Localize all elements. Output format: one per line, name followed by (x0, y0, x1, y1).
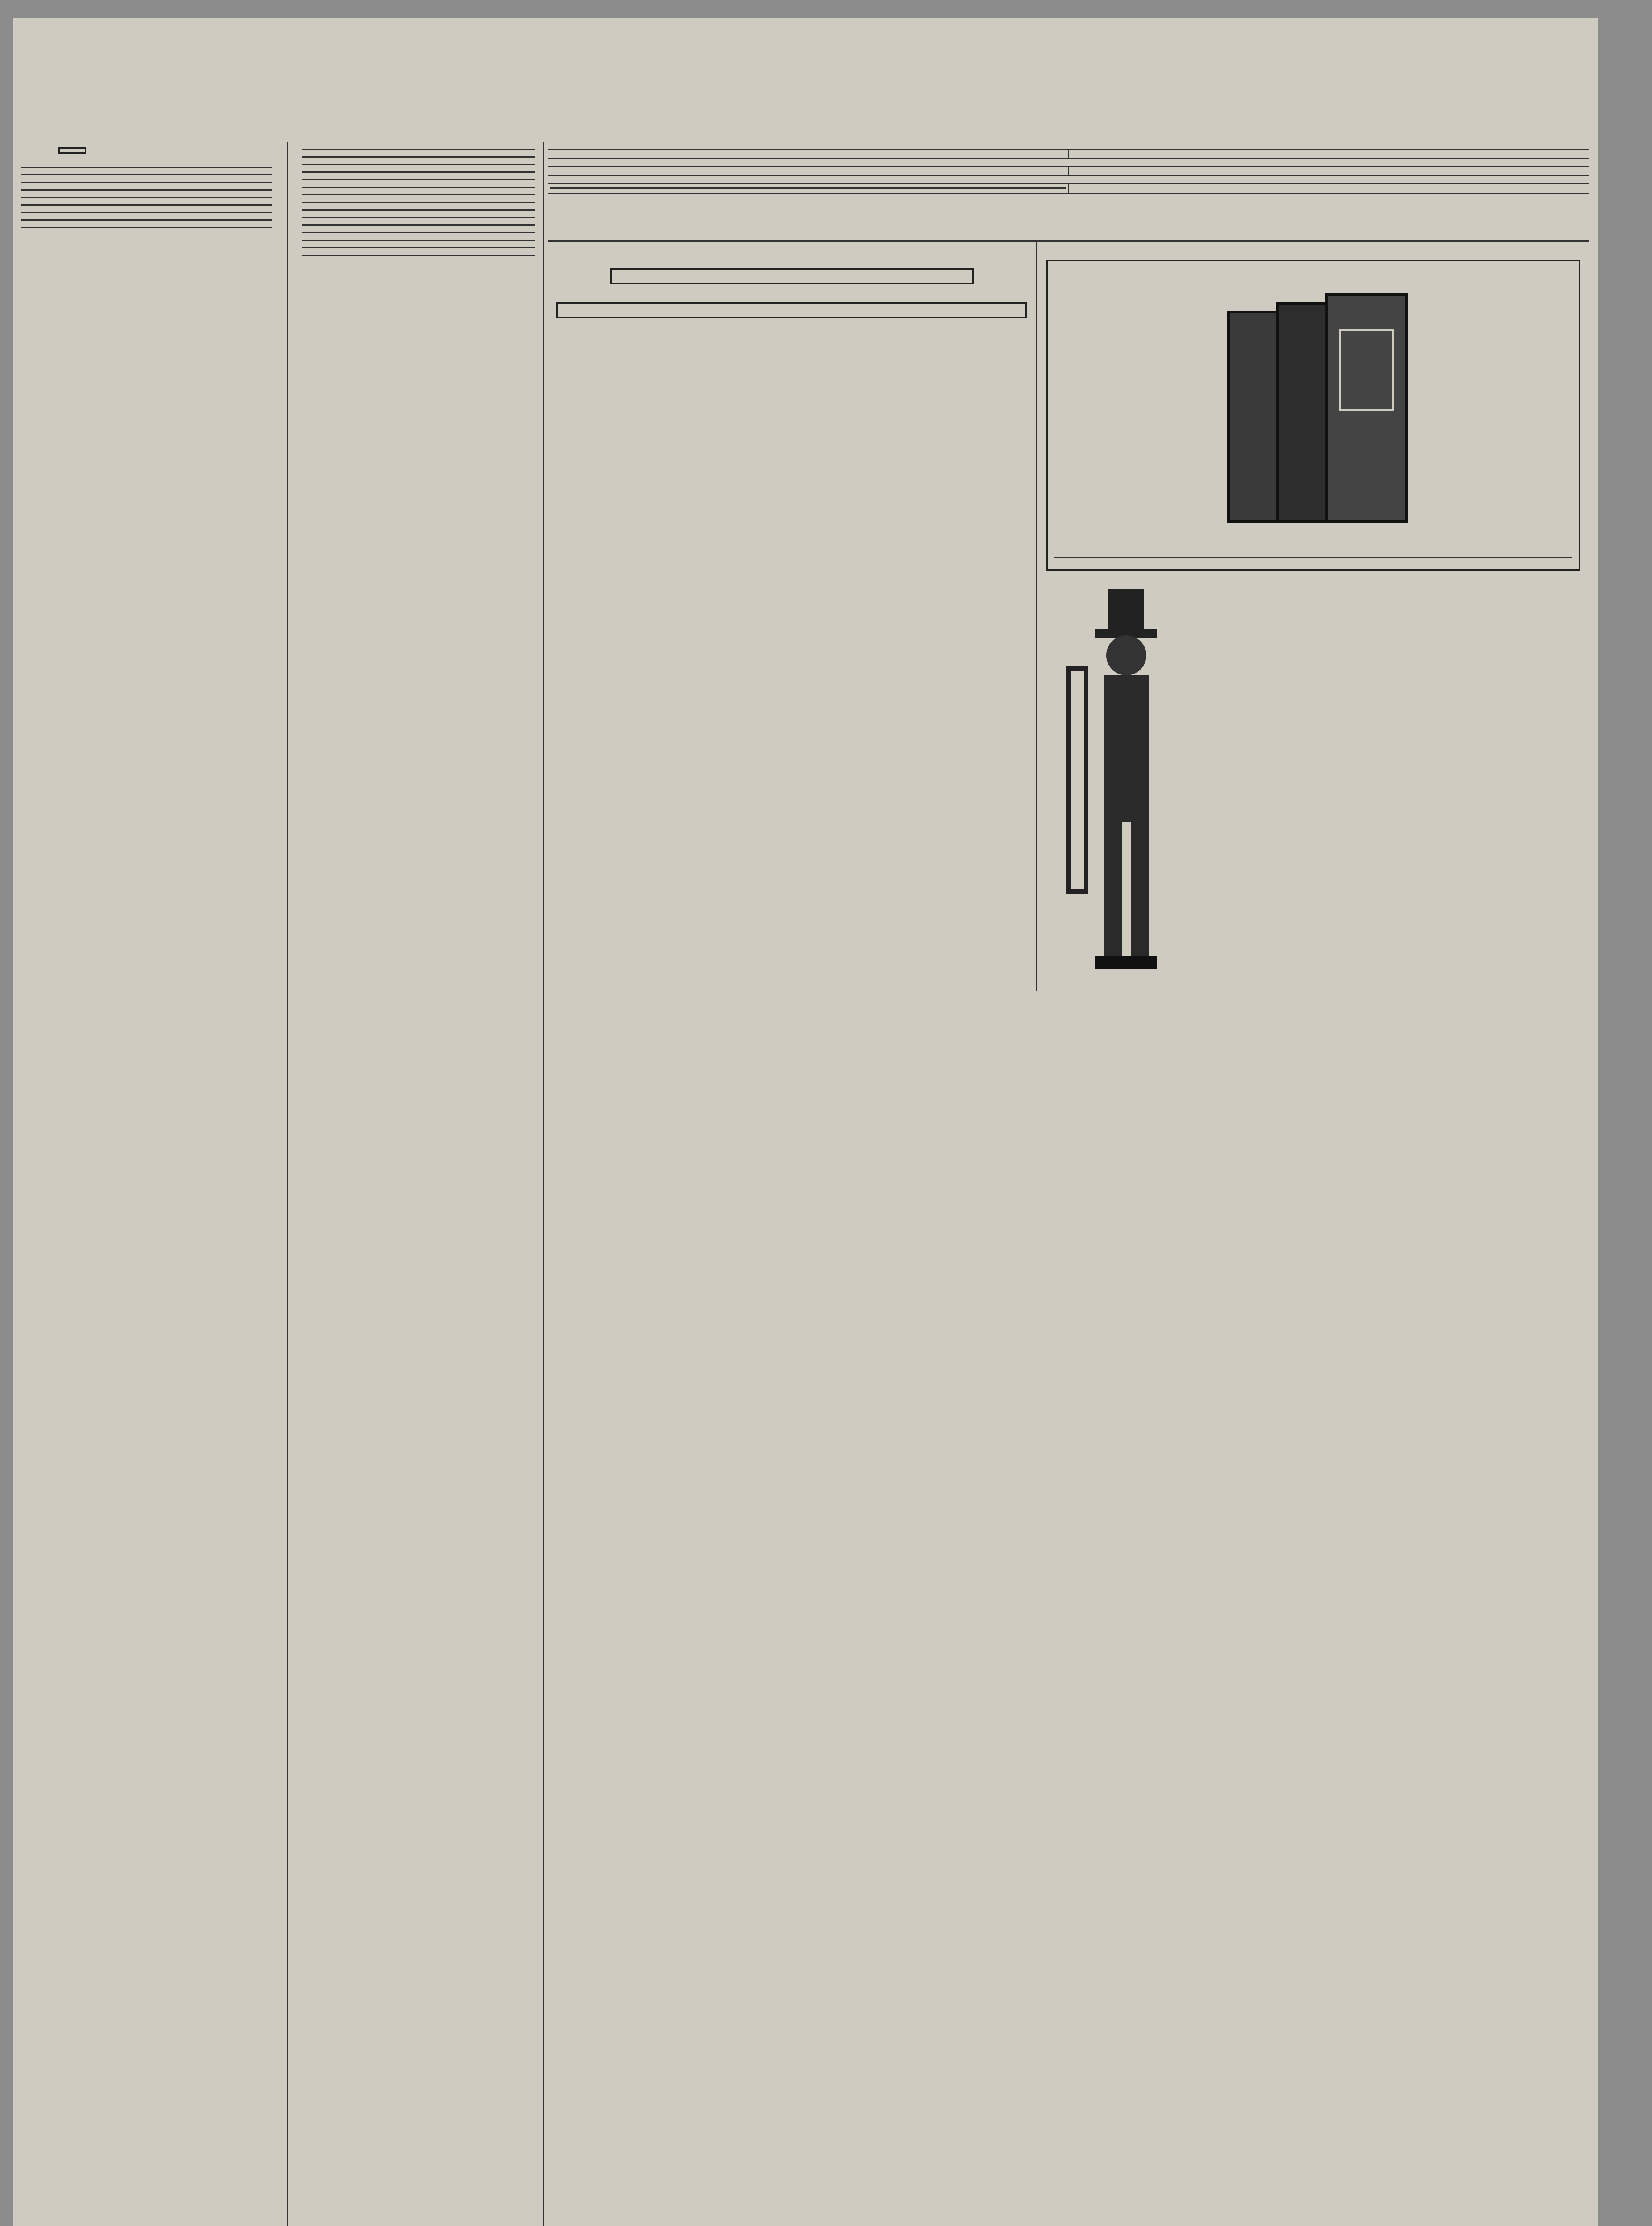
notice-separator (302, 240, 535, 241)
notice-separator (21, 182, 272, 183)
notice-separator (21, 167, 272, 168)
ads-left (548, 242, 1037, 991)
middle-notice-column (294, 142, 543, 260)
notice-separator (21, 227, 272, 228)
notice-list (294, 149, 543, 256)
notice-separator (302, 202, 535, 203)
oldenburger-ad (610, 268, 974, 284)
reklame-ad (1046, 260, 1580, 571)
sparkasse-report (548, 142, 1589, 991)
notice-separator (302, 217, 535, 218)
notice-separator (302, 179, 535, 180)
notice-list (13, 167, 280, 228)
notice-separator (21, 174, 272, 175)
reklame-illustration (1054, 268, 1572, 552)
notice-separator (302, 209, 535, 211)
bilanz-verbindlichkeiten (1068, 184, 1589, 193)
notice-separator (302, 164, 535, 165)
hoffmann-address (1054, 557, 1572, 563)
alter-korn-ad (556, 302, 1027, 318)
notice-separator (302, 171, 535, 173)
notice-separator (21, 219, 272, 221)
column-rule (543, 142, 544, 2226)
notice-separator (302, 187, 535, 188)
isang-ad (1046, 580, 1580, 982)
notice-separator (302, 194, 535, 195)
notice-separator (21, 197, 272, 198)
gewinn-gewinne (1068, 167, 1589, 175)
gewinn-table (548, 166, 1589, 176)
notice-separator (302, 224, 535, 226)
ads-right (1037, 242, 1589, 991)
isang-figure (1046, 580, 1206, 982)
bilanz-table (548, 183, 1589, 194)
notice-separator (302, 156, 535, 158)
notice-separator (302, 149, 535, 150)
chimney-sweep-icon (1055, 580, 1197, 980)
newspaper-page (13, 18, 1598, 2226)
kasse-einnahme (548, 150, 1068, 158)
notice-separator (21, 204, 272, 206)
gewinn-verluste (548, 167, 1068, 175)
amtliches-heading (58, 147, 86, 154)
books-illustration (1211, 276, 1416, 544)
kasse-table (548, 149, 1589, 159)
notice-separator (21, 212, 272, 213)
advertisements (548, 240, 1589, 991)
ledger-sum (550, 188, 1066, 189)
notice-separator (302, 255, 535, 256)
column-rule (287, 142, 288, 2226)
notice-separator (302, 247, 535, 248)
kasse-ausgabe (1068, 150, 1589, 158)
notice-separator (302, 232, 535, 233)
left-notice-column (13, 142, 280, 233)
signers (548, 201, 1589, 222)
isang-text (1206, 580, 1580, 982)
bilanz-forderungen (548, 184, 1068, 193)
notice-separator (21, 189, 272, 191)
